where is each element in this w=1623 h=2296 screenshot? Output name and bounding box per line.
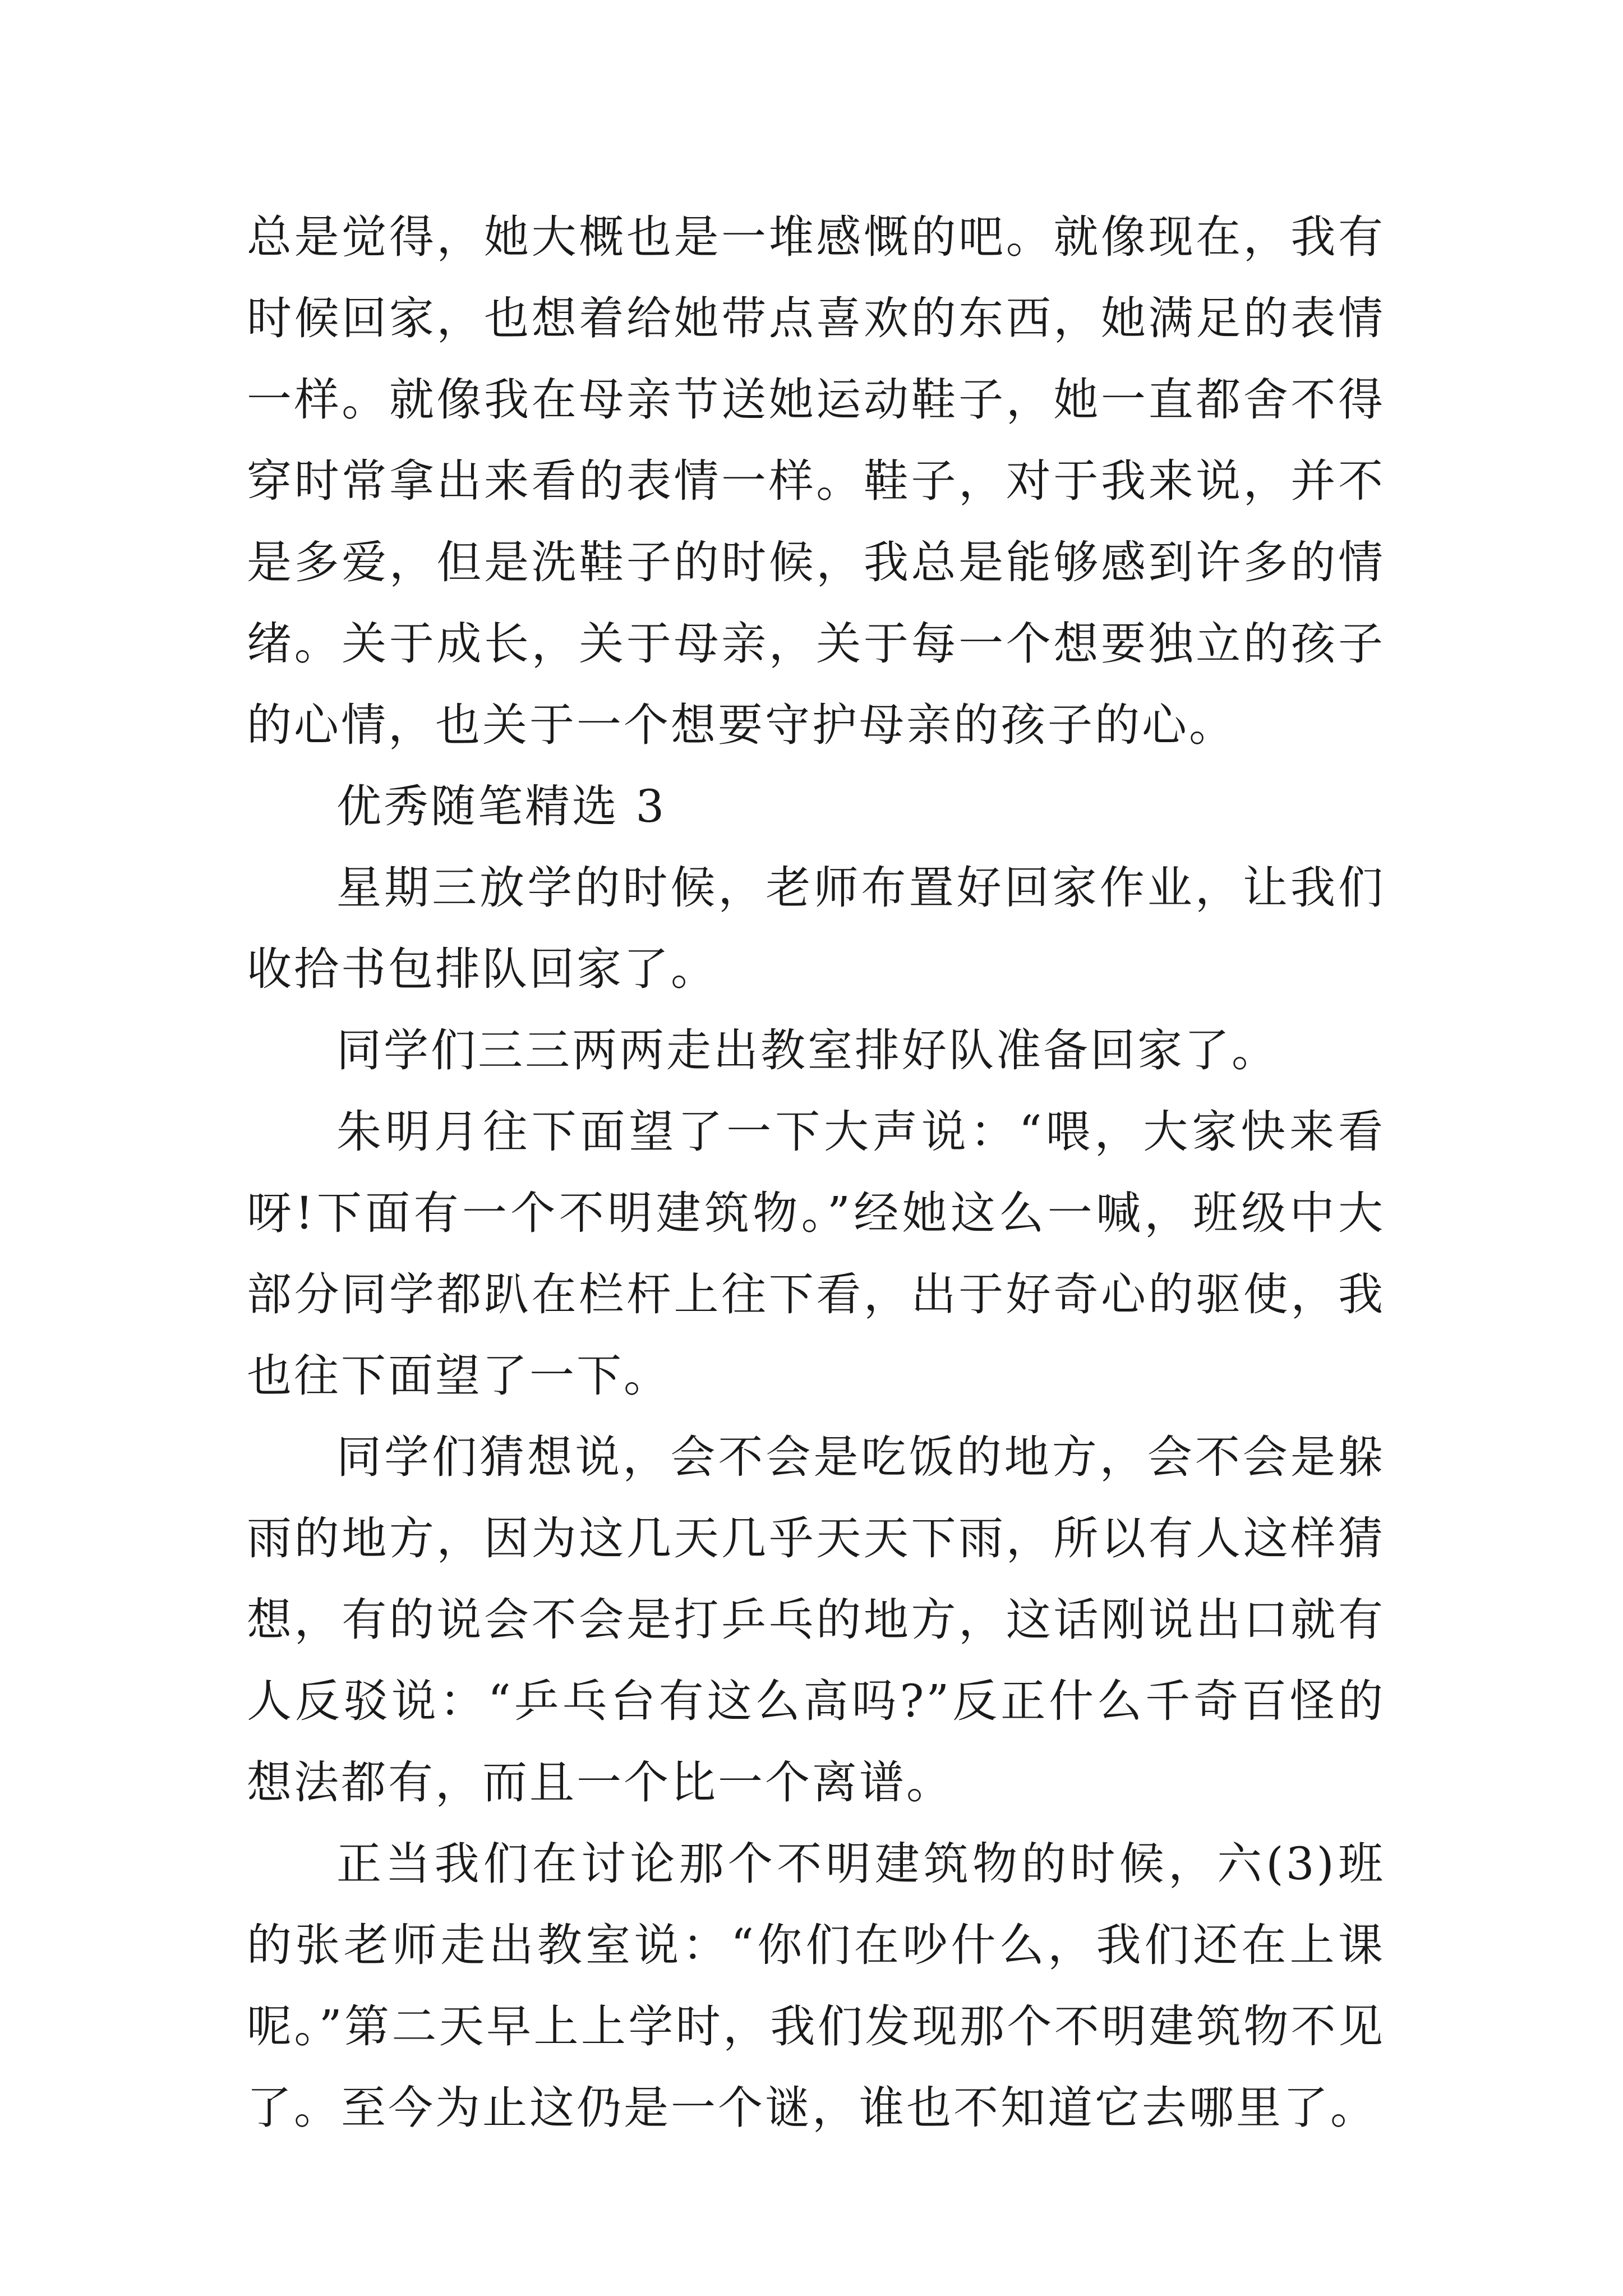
paragraph: 同学们猜想说，会不会是吃饭的地方，会不会是躲雨的地方，因为这几天几乎天天下雨，所以有人这样猜想，有的说会不会是打乒乓的地方，这话刚说出口就有人反驳说：“乒乓台有这么高吗?”反正什么千奇百怪的想法都有，而且一个比一个离谱。 [247,1431,1385,1809]
paragraph-essay-ending: 总是觉得，她大概也是一堆感慨的吧。就像现在，我有时候回家，也想着给她带点喜欢的东西，她满足的表情一样。就像我在母亲节送她运动鞋子，她一直都舍不得穿时常拿出来看的表情一样。鞋子，对于我来说，并不是多爱，但是洗鞋子的时候，我总是能够感到许多的情绪。关于成长，关于母亲，关于每一个想要独立的孩子的心情，也关于一个想要守护母亲的孩子的心。 [247,211,1385,751]
document-body [247,196,1385,2148]
paragraph: 星期三放学的时候，老师布置好回家作业，让我们收拾书包排队回家了。 [247,862,1385,995]
paragraph: 正当我们在讨论那个不明建筑物的时候，六(3)班的张老师走出教室说：“你们在吵什么，我们还在上课呢。”第二天早上上学时，我们发现那个不明建筑物不见了。至今为止这仍是一个谜，谁也不知道它去哪里了。 [247,1838,1385,2134]
paragraph: 朱明月往下面望了一下大声说：“喂，大家快来看呀!下面有一个不明建筑物。”经她这么一喊，班级中大部分同学都趴在栏杆上往下看，出于好奇心的驱使，我也往下面望了一下。 [247,1106,1385,1402]
section-heading: 优秀随笔精选 3 [336,780,667,832]
paragraph: 同学们三三两两走出教室排好队准备回家了。 [336,1024,1279,1076]
